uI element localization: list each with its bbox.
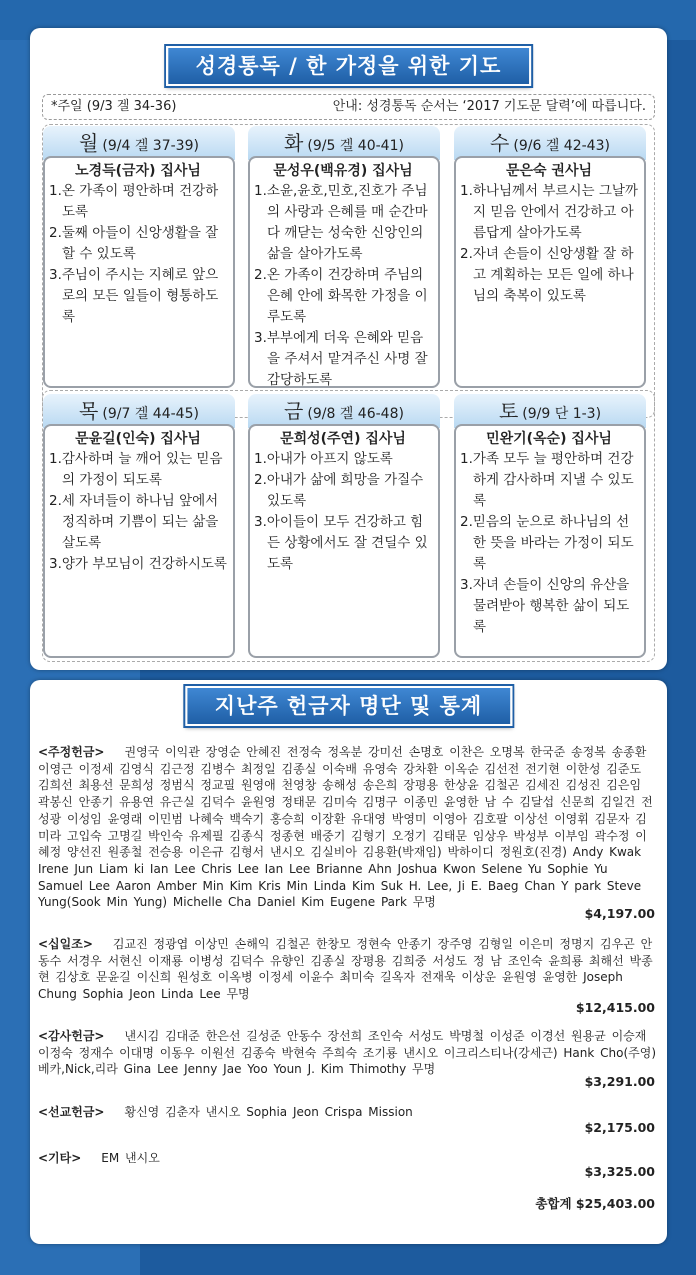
day-reading: (9/7 겔 44-45): [102, 406, 199, 422]
total-label: 총합계: [535, 1196, 572, 1211]
family-name: 문은숙 권사님: [505, 163, 593, 179]
prayer-item: 2.자녀 손들이 신앙생활 잘 하고 계획하는 모든 일에 하나님의 축복이 있도록: [460, 246, 634, 304]
prayer-item: 2.믿음의 눈으로 하나님의 선한 뜻을 바라는 가정이 되도록: [460, 514, 634, 572]
prayer-item: 3.양가 부모님이 건강하시도록: [49, 556, 227, 572]
amount-thanks: $3,291.00: [584, 1074, 655, 1089]
day-name: 목: [79, 399, 99, 423]
prayer-item: 1.아내가 아프지 않도록: [254, 451, 393, 467]
day-name: 토: [498, 399, 519, 423]
offering-section-tithe: [38, 936, 657, 1003]
family-name: 민완기(옥순) 집사님: [486, 431, 612, 447]
prayer-item: 1.감사하며 늘 깨어 있는 믿음의 가정이 되도록: [49, 451, 223, 488]
prayer-item: 3.자녀 손들이 신앙의 유산을 물려받아 행복한 삶이 되도록: [460, 577, 630, 635]
amount-tithe: $12,415.00: [575, 1000, 655, 1015]
day-box-mon: [43, 156, 235, 388]
prayer-item: 1.가족 모두 늘 평안하며 건강하게 감사하며 지낼 수 있도록: [460, 451, 634, 509]
section-label: <감사헌금>: [38, 1029, 105, 1043]
sunday-info-bar: [42, 94, 655, 120]
offering-section-other: [38, 1150, 657, 1167]
section-label: <선교헌금>: [38, 1105, 105, 1119]
day-reading: (9/8 겔 46-48): [307, 406, 404, 422]
grand-total: [535, 1194, 655, 1212]
donor-names: 권영국 이익관 장영순 안혜진 전정숙 정옥분 강미선 손명호 이찬은 오명복 한국준 송정복 송종환 이영근 이정세 김영식 김근정 김병수 최정일 김종실 이숙배 유영숙 강차환 이옥순 김선전 전기현 이한성 김준도 김희선 최용선 문희성 정범식 정교필 원영애 천영창 송해성 송은희 장평용 한상윤 김철곤 김세진 김성진 김은임 곽봉신 안종기 유용연 유근실 김덕수 윤원영 정태문 김미숙 김명구 이종민 윤영한 남 수 김달섭 신문희 김일건 전성광 이성임 윤영래 이민범 나혜숙 백숙기 홍승희 이장환 유대영 박영미 이영아 김호팔 이상선 이영휘 김문자 김미라 고입숙 고명길 박인숙 유제필 김종식 정종현 배중기 김형기 오정기 김태문 임상우 박성부 이부임 곽수정 이혜정 양선진 원종철 전승용 이은규 김형서 낸시오 김실비아 김용환(박재임) 박하이디 정원호(진경) Andy Kwak Irene Jun Liam ki Ian Lee Chris Lee Ian Lee Brianne Ahn Joshua Kwon Selene Yu Sophie Yu Samuel Lee Aaron Amber Min Kim Kris Min Linda Kim Suk H. Lee, Ji E. Baeg Chan Y park Steve Yung(Sook Min Yung) Michelle Cha Daniel Kim Eugene Park 무명: [38, 745, 653, 910]
day-name: 수: [490, 131, 510, 155]
total-amount: $25,403.00: [575, 1196, 655, 1211]
prayer-item: 2.둘째 아들이 신앙생활을 잘 할 수 있도록: [49, 225, 219, 262]
day-header-mon: [43, 126, 235, 160]
section-label: <기타>: [38, 1151, 82, 1165]
family-name: 문희성(주연) 집사님: [280, 431, 406, 447]
day-box-wed: [454, 156, 646, 388]
amount-mission: $2,175.00: [584, 1120, 655, 1135]
sunday-reading: *주일 (9/3 겔 34-36): [51, 99, 177, 114]
day-reading: (9/6 겔 42-43): [513, 138, 610, 154]
donor-names: 낸시김 김대준 한은선 길성준 안동수 장선희 조인숙 서성도 박명철 이성준 이경선 원용균 이승재 이정숙 정재수 이대명 이동우 이원선 김종숙 박현숙 주희숙 조기룡 낸시오 이크리스티나(강세근) Hank Cho(주영) 베카,Nick,리라 Gina Lee Jenny Jae Yoo Youn J. Kim Thimothy 무명: [38, 1029, 657, 1077]
family-name: 문윤길(인숙) 집사님: [75, 431, 201, 447]
prayer-item: 3.주님이 주시는 지혜로 앞으로의 모든 일들이 형통하도록: [49, 267, 219, 325]
day-header-wed: [454, 126, 646, 160]
amount-other: $3,325.00: [584, 1164, 655, 1179]
day-header-sat: [454, 394, 646, 428]
section-label: <십일조>: [38, 937, 93, 951]
prayer-item: 3.아이들이 모두 건강하고 힘든 상황에서도 잘 견딜수 있도록: [254, 514, 428, 572]
prayer-item: 1.온 가족이 평안하며 건강하도록: [49, 183, 219, 220]
day-header-thu: [43, 394, 235, 428]
offering-title: 지난주 헌금자 명단 및 통계: [185, 686, 512, 726]
amount-weekly: $4,197.00: [584, 906, 655, 921]
prayer-item: 1.소윤,윤호,민호,진호가 주님의 사랑과 은혜를 매 순간마다 깨닫는 성숙한 신앙인의 삶을 살아가도록: [254, 183, 428, 262]
day-box-thu: [43, 424, 235, 658]
prayer-panel: [30, 28, 667, 670]
day-reading: (9/5 겔 40-41): [307, 138, 404, 154]
day-reading: (9/9 단 1-3): [522, 406, 602, 422]
prayer-item: 2.온 가족이 건강하며 주님의 은혜 안에 화목한 가정을 이루도록: [254, 267, 428, 325]
prayer-item: 1.하나님께서 부르시는 그날까지 믿음 안에서 건강하고 아름답게 살아가도록: [460, 183, 638, 241]
day-box-tue: [248, 156, 440, 388]
family-name: 노경득(금자) 집사님: [75, 163, 201, 179]
prayer-item: 2.아내가 삶에 희망을 가질수 있도록: [254, 472, 424, 509]
offering-section-mission: [38, 1104, 657, 1121]
day-reading: (9/4 겔 37-39): [102, 138, 199, 154]
offering-panel: [30, 680, 667, 1244]
day-name: 금: [284, 399, 304, 423]
offering-section-weekly: [38, 744, 657, 911]
prayer-title: 성경통독 / 한 가정을 위한 기도: [166, 46, 532, 86]
prayer-item: 3.부부에게 더욱 은혜와 믿음을 주셔서 맡겨주신 사명 잘 감당하도록: [254, 330, 428, 388]
day-header-fri: [248, 394, 440, 428]
day-name: 화: [284, 131, 304, 155]
day-box-sat: [454, 424, 646, 658]
day-header-tue: [248, 126, 440, 160]
offering-section-thanks: [38, 1028, 657, 1078]
prayer-item: 2.세 자녀들이 하나님 앞에서 정직하며 기쁨이 되는 삶을 살도록: [49, 493, 219, 551]
day-box-fri: [248, 424, 440, 658]
day-name: 월: [79, 131, 99, 155]
family-name: 문성우(백유경) 집사님: [273, 163, 413, 179]
donor-names: 김교진 정광엽 이상민 손해익 김철곤 한창모 정현숙 안종기 장주영 김형일 이은미 정명지 김우곤 안동수 서경우 서현신 이재룡 이병성 김덕수 유향인 김종실 장평용 김희중 서성도 정 남 조인숙 윤희룡 최해선 박종현 김상호 문윤길 이신희 원성호 이옥병 이정세 이윤수 최미숙 길옥자 전재욱 이상운 윤원영 윤영한 Joseph Chung Sophia Jeon Linda Lee 무명: [38, 937, 653, 1002]
section-label: <주정헌금>: [38, 745, 105, 759]
reading-notice: 안내: 성경통독 순서는 ‘2017 기도문 달력’에 따릅니다.: [332, 99, 646, 114]
donor-names: EM 낸시오: [101, 1151, 160, 1165]
donor-names: 황신영 김춘자 낸시오 Sophia Jeon Crispa Mission: [124, 1105, 413, 1119]
